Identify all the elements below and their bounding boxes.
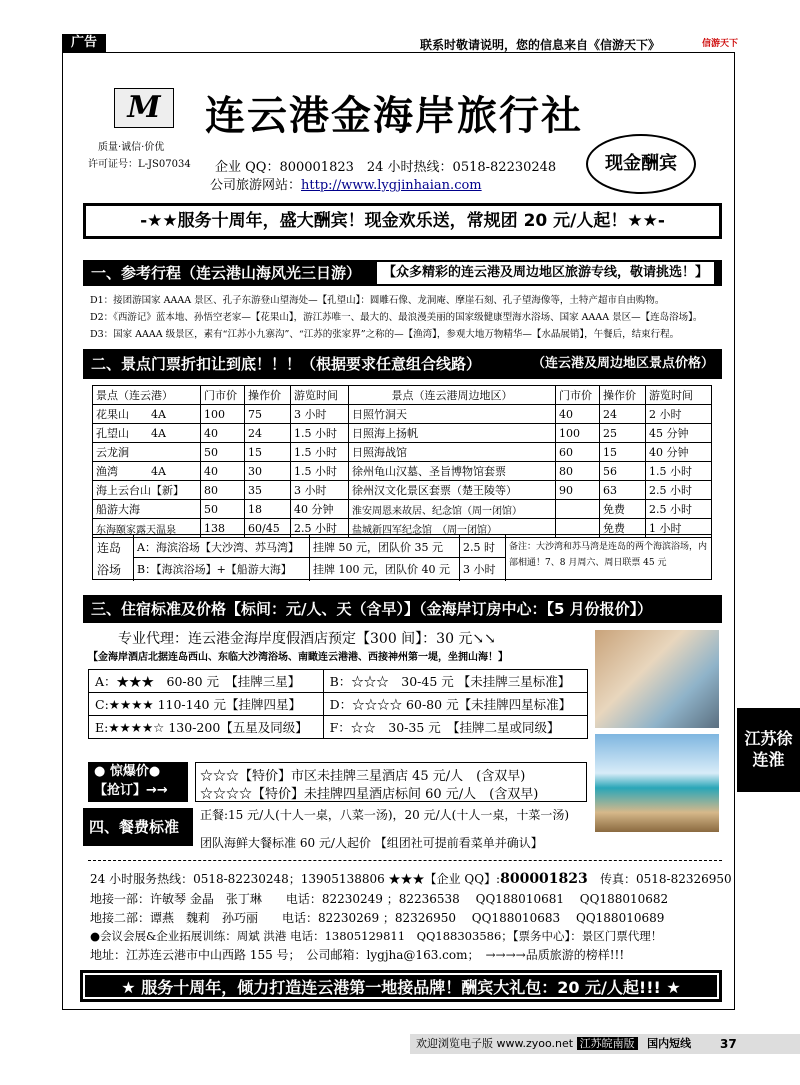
- table-row: [93, 443, 712, 462]
- cell: 100: [556, 424, 600, 443]
- divider: [459, 535, 460, 581]
- beach-box: [92, 534, 712, 580]
- anniversary-banner: -★★服务十周年，盛大酬宾！现金欢乐送，常规团 20 元/人起！★★-: [83, 203, 722, 239]
- cell: 45 分钟: [646, 424, 712, 443]
- hotel-agent: 专业代理：连云港金海岸度假酒店预定【300 间】：30 元↘↘: [118, 631, 496, 647]
- cell: [556, 500, 600, 519]
- cell: 63: [600, 481, 646, 500]
- cell: 1.5 小时: [291, 462, 349, 481]
- cell: 徐州汉文化景区套票（楚王陵等）: [349, 481, 556, 500]
- cell: 免费: [600, 500, 646, 519]
- divider: [309, 535, 310, 581]
- cell: 30: [245, 462, 291, 481]
- itinerary-day2: D2：《西游记》蓝本地、孙悟空老家—【花果山】，游江苏唯一、最大的、最浪漫美丽的国家级健康型海水浴场、国家 AAAA 景区—【连岛浴场】。: [90, 312, 703, 323]
- license-number: 许可证号：L-JS07034: [88, 159, 191, 170]
- cell: 徐州龟山汉墓、圣旨博物馆套票: [349, 462, 556, 481]
- grade-c: C:★★★★ 110-140 元【挂牌四星】: [89, 693, 324, 716]
- cell: 淮安周恩来故居、纪念馆（周一闭馆）: [349, 500, 556, 519]
- section2-title: 二、景点门票折扣让到底！！！（根据要求任意组合线路）: [91, 355, 482, 373]
- cell: 15: [600, 443, 646, 462]
- hotel-room-photo: [595, 630, 719, 728]
- special-offer-1: ☆☆☆【特价】市区未挂牌三星酒店 45 元/人 (含双早): [200, 769, 526, 784]
- dept1-contacts: 地接一部：许敏琴 金晶 张丁琳 电话：82230249 ；82236538 QQ188010681 QQ188010682: [90, 892, 669, 906]
- enterprise-qq: 800001823: [500, 871, 588, 887]
- grade-b: B：☆☆☆ 30-45 元 【未挂牌三星标准】: [323, 670, 587, 693]
- cell: 免费: [600, 519, 646, 538]
- address-line: 地址：江苏连云港市中山西路 155 号； 公司邮箱：lygjha@163.com； →→→→品质旅游的榜样!!!: [90, 948, 625, 962]
- th-spot-area: 景点（连云港周边地区）: [349, 386, 556, 405]
- th-time-area: 游览时间: [646, 386, 712, 405]
- cell: 3 小时: [291, 481, 349, 500]
- cell: 渔湾 4A: [93, 462, 201, 481]
- qq-hotline: 企业 QQ：800001823 24 小时热线：0518-82230248: [215, 160, 557, 175]
- cell: 船游大海: [93, 500, 201, 519]
- cell: 东海颐家露天温泉: [93, 519, 201, 538]
- agency-logo: M: [114, 88, 174, 128]
- beach-note: 备注：大沙湾和苏马湾是连岛的两个海滨浴场，内部相通！7、8 月周六、周日联票 45 元: [509, 542, 708, 568]
- magazine-logo: 信游天下: [702, 39, 739, 49]
- cell: 50: [201, 500, 245, 519]
- footer-site: 欢迎浏览电子版 www.zyoo.net: [416, 1037, 574, 1050]
- beach-option-b: B：【海滨浴场】+【船游大海】: [137, 563, 292, 576]
- cell: 花果山 4A: [93, 405, 201, 424]
- hotel-location: 【金海岸酒店北据连岛西山、东临大沙湾浴场、南瞰连云港港、西接神州第一堤，坐拥山海！】: [88, 652, 508, 663]
- cell: 90: [556, 481, 600, 500]
- meal-standard: 正餐:15 元/人(十人一桌，八菜一汤)，20 元/人(十人一桌，十菜一汤): [200, 808, 570, 822]
- section2-header: [83, 349, 722, 379]
- cell: 50: [201, 443, 245, 462]
- website-line: [210, 174, 482, 193]
- cell: 1.5 小时: [646, 462, 712, 481]
- page-footer: [410, 1034, 800, 1054]
- ticket-table: [92, 385, 712, 538]
- cell: 1.5 小时: [291, 424, 349, 443]
- beach-price-b: 挂牌 100 元，团队价 40 元: [313, 563, 450, 576]
- footer-section: 国内短线: [647, 1037, 692, 1050]
- section3-header: 三、住宿标准及价格【标间：元/人、天（含早）】（金海岸订房中心：【5 月份报价】）: [83, 595, 722, 623]
- events-contacts: ●会议会展&企业拓展训练：周斌 洪港 电话：13805129811 QQ188303586；【票务中心】：景区门票代理！: [90, 929, 663, 943]
- cell: 40: [201, 462, 245, 481]
- cell: 75: [245, 405, 291, 424]
- grade-e: E:★★★★☆ 130-200【五星及同级】: [89, 716, 324, 739]
- table-row: [89, 670, 588, 693]
- cell: 15: [245, 443, 291, 462]
- cell: 2.5 小时: [646, 481, 712, 500]
- section4-title: 四、餐费标准: [83, 808, 193, 846]
- cash-reward-badge: 现金酬宾: [586, 134, 696, 194]
- bottom-banner: ★ 服务十周年，倾力打造连云港第一地接品牌！酬宾大礼包：20 元/人起!!! ★: [80, 970, 722, 1002]
- th-op-price: 操作价: [245, 386, 291, 405]
- section1-note: 【众多精彩的连云港及周边地区旅游专线，敬请挑选！】: [377, 262, 714, 284]
- table-row: [93, 462, 712, 481]
- table-row: [93, 405, 712, 424]
- cell: 海上云台山【新】: [93, 481, 201, 500]
- contact-hotline: [90, 870, 588, 887]
- cell: 56: [600, 462, 646, 481]
- divider: [133, 557, 505, 558]
- cell: 60/45: [245, 519, 291, 538]
- cell: 日照海上扬帆: [349, 424, 556, 443]
- cell: 138: [201, 519, 245, 538]
- grade-a: A：★★★ 60-80 元 【挂牌三星】: [89, 670, 324, 693]
- grade-f: F：☆☆ 30-35 元 【挂牌二星或同级】: [323, 716, 587, 739]
- hotel-grade-table: [88, 669, 588, 739]
- divider: [133, 535, 134, 581]
- beach-photo: [595, 734, 719, 832]
- cell: 日照海战馆: [349, 443, 556, 462]
- dept2-contacts: 地接二部：谭燕 魏莉 孙巧丽 电话：82230269 ；82326950 QQ188010683 QQ188010689: [90, 911, 665, 925]
- seafood-standard: 团队海鲜大餐标准 60 元/人起价 【组团社可提前看菜单并确认】: [200, 836, 543, 850]
- cell: 2 小时: [646, 405, 712, 424]
- cell: 盐城新四军纪念馆 （周一闭馆）: [349, 519, 556, 538]
- section1-header: [83, 260, 722, 286]
- flash-sale-line2: 【抢订】→→: [94, 783, 168, 798]
- footer-edition: 江苏皖南版: [577, 1037, 638, 1050]
- website-label: 公司旅游网站：: [210, 178, 302, 193]
- cell: 18: [245, 500, 291, 519]
- table-row: [93, 481, 712, 500]
- th-price-area: 门市价: [556, 386, 600, 405]
- th-time: 游览时间: [291, 386, 349, 405]
- table-row: [89, 716, 588, 739]
- beach-option-a: A：海滨浴场【大沙湾、苏马湾】: [137, 541, 299, 554]
- cell: 80: [201, 481, 245, 500]
- cell: 35: [245, 481, 291, 500]
- section1-title: 一、参考行程（连云港山海风光三日游）: [91, 264, 362, 282]
- cell: 80: [556, 462, 600, 481]
- page-number: 37: [720, 1037, 737, 1051]
- flash-sale-line1: ● 惊爆价●: [94, 764, 161, 779]
- special-box: [195, 762, 587, 802]
- cell: 1.5 小时: [291, 443, 349, 462]
- divider: [505, 535, 506, 581]
- agency-name: 连云港金海岸旅行社: [205, 93, 583, 139]
- cell: 100: [201, 405, 245, 424]
- table-row: [93, 500, 712, 519]
- table-header-row: [93, 386, 712, 405]
- special-offer-2: ☆☆☆☆【特价】未挂牌四星酒店标间 60 元/人 (含双早): [200, 787, 539, 802]
- ad-tag: 广告: [62, 34, 106, 52]
- cell: 2.5 小时: [291, 519, 349, 538]
- website-link[interactable]: http://www.lygjinhaian.com: [301, 178, 482, 193]
- table-row: [89, 693, 588, 716]
- cell: 60: [556, 443, 600, 462]
- beach-time-a: 2.5 时: [463, 541, 495, 554]
- itinerary-day1: D1：接团游国家 AAAA 景区、孔子东游登山望海处—【孔望山】：圆雕石像、龙洞庵、摩崖石刻、孔子望海像等，土特产超市自由购物。: [90, 295, 665, 306]
- cell: 3 小时: [291, 405, 349, 424]
- source-note: 联系时敬请说明，您的信息来自《信游天下》: [420, 38, 661, 52]
- agency-slogan: 质量·诚信·价优: [98, 142, 165, 153]
- cell: 24: [600, 405, 646, 424]
- grade-d: D：☆☆☆☆ 60-80 元【未挂牌四星标准】: [323, 693, 587, 716]
- th-spot: 景点（连云港）: [93, 386, 201, 405]
- itinerary-day3: D3：国家 AAAA 级景区，素有“江苏小九寨沟”、“江苏的张家界”之称的—【渔湾】，参观大地万物精华—【水晶展销】，午餐后，结束行程。: [90, 329, 680, 340]
- flash-sale-label: [88, 762, 188, 802]
- cell: 2.5 小时: [646, 500, 712, 519]
- hotline-text: 24 小时服务热线：0518-82230248；13905138806 ★★★【企业 QQ】:: [90, 872, 501, 886]
- beach-price-a: 挂牌 50 元，团队价 35 元: [313, 541, 443, 554]
- cell: 40: [556, 405, 600, 424]
- fax: 传真：0518-82326950: [600, 872, 732, 886]
- cell: 40 分钟: [291, 500, 349, 519]
- cell: 日照竹洞天: [349, 405, 556, 424]
- cell: 24: [245, 424, 291, 443]
- section2-note: （连云港及周边地区景点价格）: [531, 356, 714, 371]
- th-op-area: 操作价: [600, 386, 646, 405]
- beach-label2: 浴场: [97, 563, 122, 577]
- table-row: [93, 424, 712, 443]
- cell: 40 分钟: [646, 443, 712, 462]
- divider: [88, 860, 722, 861]
- region-tab: 江苏徐连淮: [737, 708, 800, 792]
- cell: 孔望山 4A: [93, 424, 201, 443]
- th-price: 门市价: [201, 386, 245, 405]
- cell: 云龙涧: [93, 443, 201, 462]
- cell: 1 小时: [646, 519, 712, 538]
- cell: 25: [600, 424, 646, 443]
- cell: 40: [201, 424, 245, 443]
- beach-time-b: 3 小时: [463, 563, 496, 576]
- beach-label1: 连岛: [97, 541, 122, 555]
